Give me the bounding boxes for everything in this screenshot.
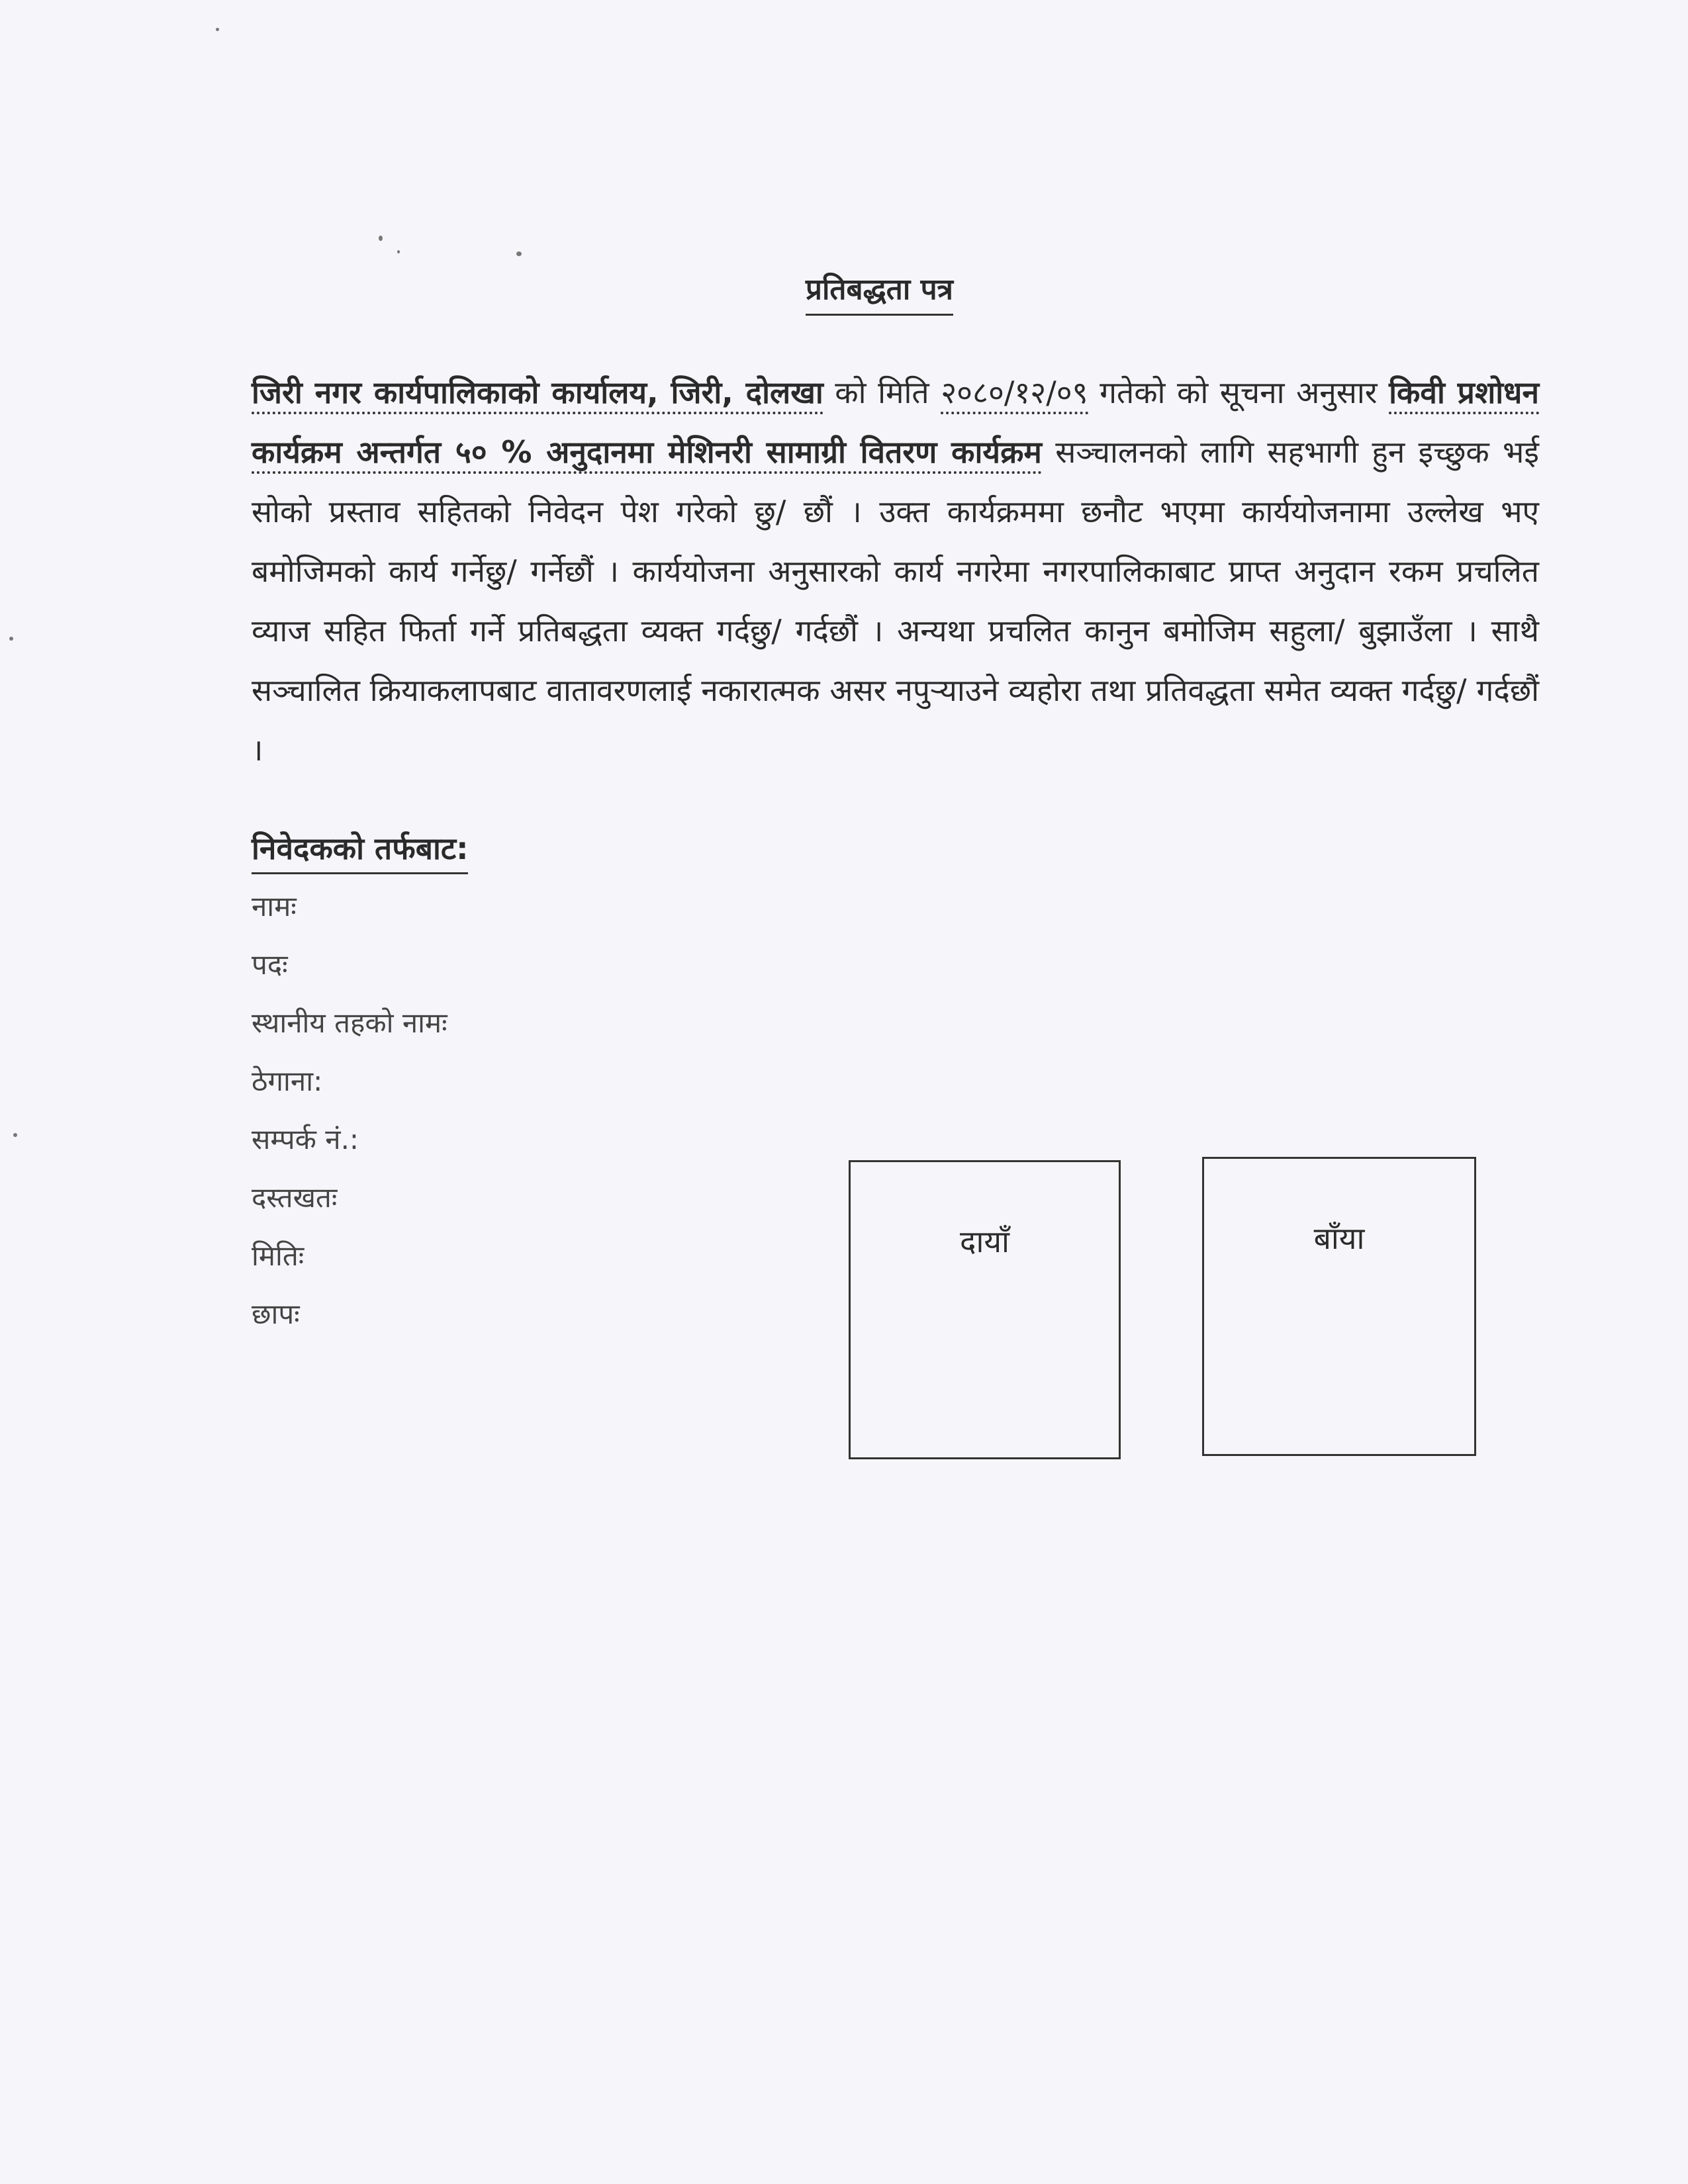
notice-date: २०८०/१२/०९ — [941, 375, 1088, 414]
body-text-3: सञ्चालनको लागि सहभागी हुन इच्छुक भई सोको प्रस्ताव सहितको निवेदन पेश गरेको छु/ छौं । उक्त कार्यक्रममा छनौट भएमा कार्ययोजनामा उल्लेख भए बमोजिमको कार्य गर्नेछु/ गर्नेछौं । कार्ययोजना अनुसारको कार्य नगरेमा नगरपालिकाबाट प्राप्त अनुदान रकम प्रचलित व्याज सहित फिर्ता गर्ने प्रतिबद्धता व्यक्त गर्दछु/ गर्दछौं । अन्यथा प्रचलित कानुन बमोजिम सहुला/ बुझाउँला । साथै सञ्चालित क्रियाकलापबाट वातावरणलाई नकारात्मक असर नपुऱ्याउने व्यहोरा तथा प्रतिवद्धता समेत व्यक्त गर्दछु/ गर्दछौं । — [252, 434, 1539, 768]
field-name: नामः — [252, 890, 297, 923]
applicant-heading: निवेदकको तर्फबाट: — [252, 827, 468, 874]
field-local-level-name: स्थानीय तहको नामः — [252, 1007, 447, 1039]
field-position: पदः — [252, 948, 288, 981]
field-stamp: छापः — [252, 1298, 300, 1330]
field-date: मितिः — [252, 1240, 305, 1272]
commitment-paragraph — [252, 363, 1539, 780]
body-text-2: गतेको को सूचना अनुसार — [1088, 375, 1389, 410]
scan-speck — [13, 1133, 17, 1137]
program-name: किवी प्रशोधन कार्यक्रम अन्तर्गत ५० % अनुदानमा मेशिनरी सामाग्री वितरण कार्यक्रम — [252, 375, 1539, 474]
scan-speck — [9, 637, 13, 641]
scan-speck — [516, 251, 522, 256]
scan-speck — [379, 236, 383, 241]
scan-speck — [216, 28, 219, 31]
left-thumbprint-label: बाँया — [1313, 1220, 1365, 1256]
body-text-1: को मिति — [823, 375, 941, 410]
scan-speck — [397, 250, 400, 253]
right-thumbprint-box — [849, 1160, 1121, 1459]
office-name: जिरी नगर कार्यपालिकाको कार्यालय, जिरी, दोलखा — [252, 375, 823, 414]
right-thumbprint-label: दायाँ — [960, 1224, 1009, 1259]
field-signature: दस्तखतः — [252, 1181, 338, 1214]
field-address: ठेगाना: — [252, 1065, 323, 1097]
left-thumbprint-box — [1202, 1157, 1476, 1456]
document-title: प्रतिबद्धता पत्र — [806, 270, 953, 316]
field-contact-number: सम्पर्क नं.: — [252, 1123, 359, 1156]
